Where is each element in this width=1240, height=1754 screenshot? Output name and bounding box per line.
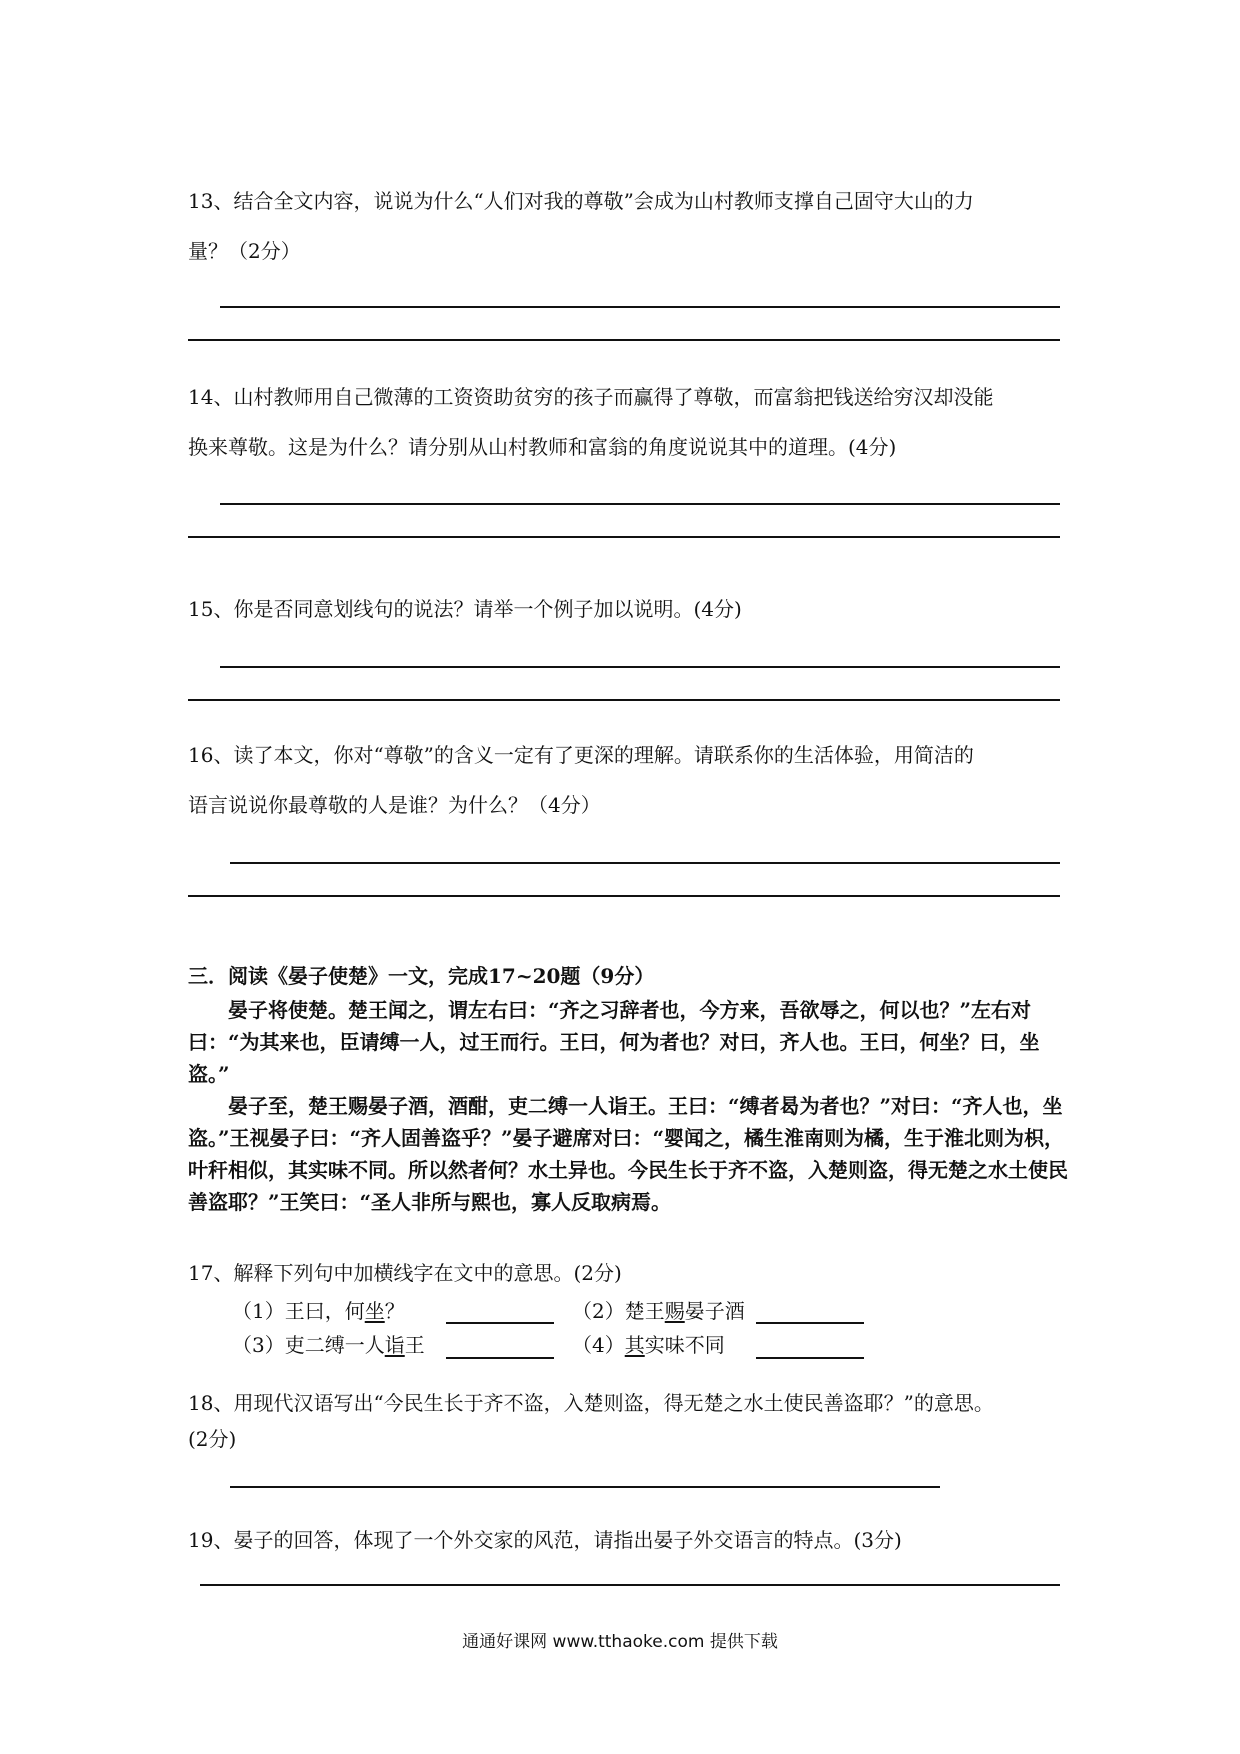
question-18-line-2: (2分) — [188, 1427, 237, 1451]
question-17-item-2: （2）楚王赐晏子酒 — [572, 1299, 745, 1323]
answer-line — [188, 536, 1060, 538]
question-17-item-3: （3）吏二缚一人诣王 — [232, 1333, 425, 1357]
answer-line — [188, 895, 1060, 897]
question-16-line-2: 语言说说你最尊敬的人是谁？为什么？（4分） — [188, 793, 601, 817]
underlined-word: 其 — [624, 1333, 645, 1357]
question-17-title: 17、解释下列句中加横线字在文中的意思。(2分) — [188, 1261, 622, 1285]
answer-line — [220, 503, 1060, 505]
question-16-line-1: 16、读了本文，你对“尊敬”的含义一定有了更深的理解。请联系你的生活体验，用简洁的 — [188, 743, 974, 767]
question-19 — [188, 1522, 1060, 1558]
answer-line — [200, 1584, 1060, 1586]
underlined-word: 赐 — [664, 1299, 685, 1323]
question-16 — [188, 730, 1060, 830]
question-13 — [188, 176, 1060, 276]
answer-blank-1[interactable] — [446, 1322, 554, 1324]
question-17-item-1: （1）王曰，何坐？ — [232, 1299, 405, 1323]
answer-line — [188, 699, 1060, 701]
question-14-line-2: 换来尊敬。这是为什么？请分别从山村教师和富翁的角度说说其中的道理。(4分) — [188, 435, 897, 459]
question-19-line-1: 19、晏子的回答，体现了一个外交家的风范，请指出晏子外交语言的特点。(3分) — [188, 1528, 902, 1552]
passage-paragraph-1: 晏子将使楚。楚王闻之，谓左右曰：“齐之习辞者也，今方来，吾欲辱之，何以也？”左右对曰：“为其来也，臣请缚一人，过王而行。王曰，何为者也？对曰，齐人也。王曰，何坐？曰，坐盗。” — [188, 998, 1040, 1086]
question-13-line-2: 量？（2分） — [188, 239, 301, 263]
answer-line — [230, 862, 1060, 864]
question-18 — [188, 1385, 1068, 1457]
answer-line — [220, 306, 1060, 308]
underlined-word: 坐 — [364, 1299, 385, 1323]
question-15-line-1: 15、你是否同意划线句的说法？请举一个例子加以说明。(4分) — [188, 597, 742, 621]
answer-line — [220, 666, 1060, 668]
answer-blank-3[interactable] — [446, 1357, 554, 1359]
answer-line — [230, 1486, 940, 1488]
answer-line — [188, 339, 1060, 341]
question-17-item-4: （4）其实味不同 — [572, 1333, 725, 1357]
answer-blank-4[interactable] — [756, 1357, 864, 1359]
page-footer: 通通好课网 www.tthaoke.com 提供下载 — [462, 1632, 778, 1652]
question-14 — [188, 372, 1060, 472]
passage-paragraph-2: 晏子至，楚王赐晏子酒，酒酣，吏二缚一人诣王。王曰：“缚者曷为者也？”对曰：“齐人也，坐盗。”王视晏子曰：“齐人固善盗乎？”晏子避席对曰：“婴闻之，橘生淮南则为橘，生于淮北则为枳，叶秆相似，其实味不同。所以然者何？水土异也。今民生长于齐不盗，入楚则盗，得无楚之水土使民善盗耶？”王笑曰：“圣人非所与熙也，寡人反取病焉。 — [188, 1094, 1068, 1214]
underlined-word: 诣 — [384, 1333, 405, 1357]
question-15 — [188, 584, 1060, 634]
question-13-line-1: 13、结合全文内容，说说为什么“人们对我的尊敬”会成为山村教师支撑自己固守大山的力 — [188, 189, 974, 213]
answer-blank-2[interactable] — [756, 1322, 864, 1324]
section-3-title: 三．阅读《晏子使楚》一文，完成17~20题（9分） — [188, 964, 655, 988]
passage — [188, 994, 1068, 1218]
question-18-line-1: 18、用现代汉语写出“今民生长于齐不盗，入楚则盗，得无楚之水土使民善盗耶？”的意思。 — [188, 1391, 994, 1415]
question-14-line-1: 14、山村教师用自己微薄的工资资助贫穷的孩子而赢得了尊敬，而富翁把钱送给穷汉却没能 — [188, 385, 994, 409]
